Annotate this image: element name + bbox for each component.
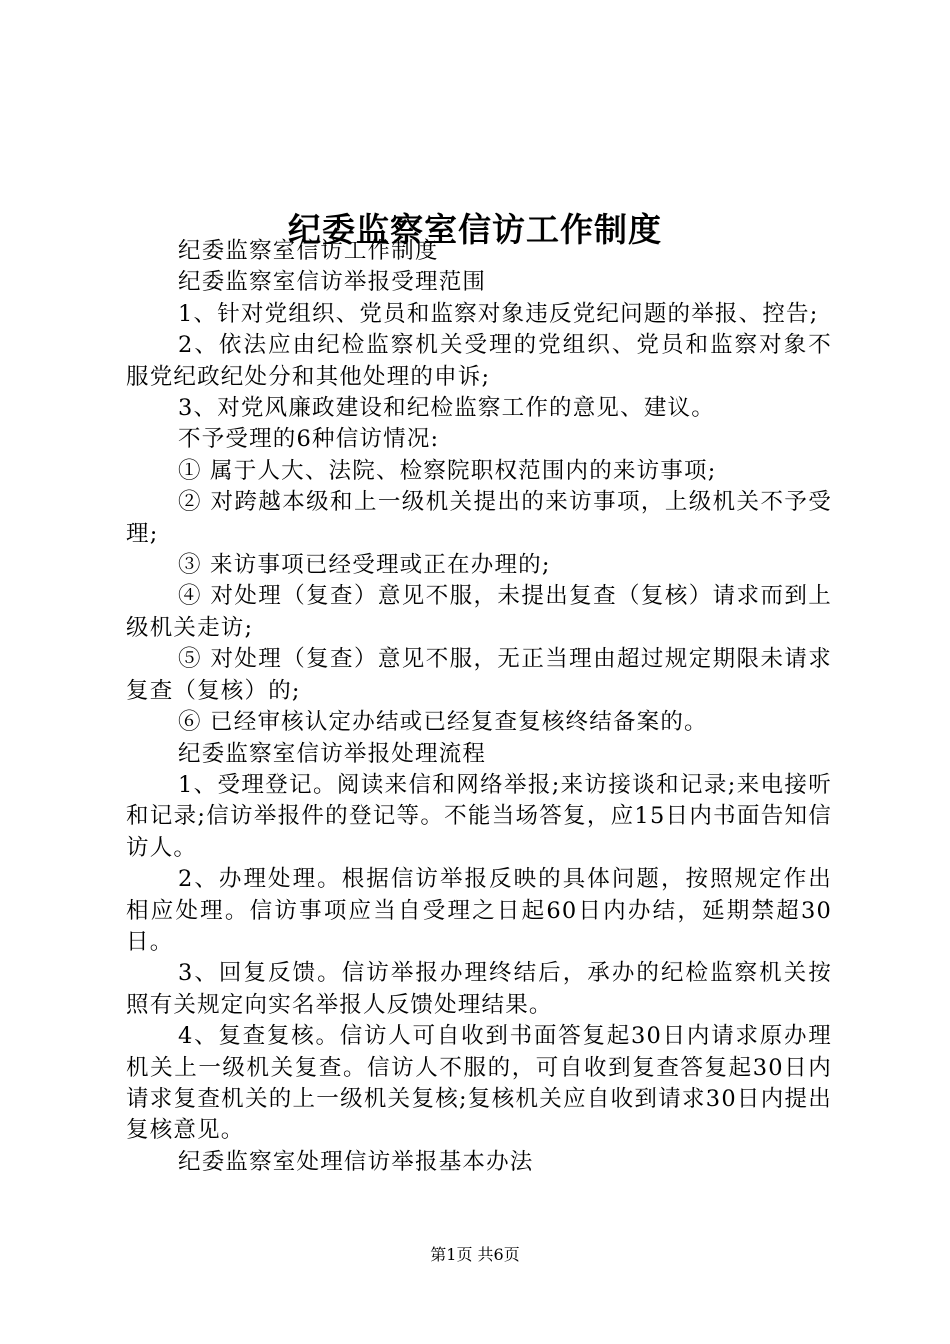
paragraph: 4、复查复核。信访人可自收到书面答复起30日内请求原办理机关上一级机关复查。信访人不服的，可自收到复查答复起30日内请求复查机关的上一级机关复核;复核机关应自收到请求30日内提出复核意见。 (126, 1023, 832, 1144)
paragraph: 纪委监察室信访举报处理流程 (178, 740, 487, 767)
paragraph: 纪委监察室信访工作制度 (178, 238, 439, 264)
paragraph: 3、回复反馈。信访举报办理终结后，承办的纪检监察机关按照有关规定向实名举报人反馈处理结果。 (126, 960, 832, 1018)
paragraph: ③ 来访事项已经受理或正在办理的; (178, 552, 551, 579)
paragraph: 不予受理的6种信访情况: (178, 426, 440, 453)
paragraph: ④ 对处理（复查）意见不服，未提出复查（复核）请求而到上级机关走访; (126, 583, 832, 641)
paragraph: 2、依法应由纪检监察机关受理的党组织、党员和监察对象不服党纪政纪处分和其他处理的申诉; (126, 332, 832, 390)
paragraph: ① 属于人大、法院、检察院职权范围内的来访事项; (178, 457, 717, 484)
paragraph: ⑤ 对处理（复查）意见不服，无正当理由超过规定期限未请求复查（复核）的; (126, 646, 832, 704)
paragraph: 1、受理登记。阅读来信和网络举报;来访接谈和记录;来电接听和记录;信访举报件的登记等。不能当场答复，应15日内书面告知信访人。 (126, 771, 832, 861)
paragraph: ⑥ 已经审核认定办结或已经复查复核终结备案的。 (178, 709, 708, 736)
paragraph: 1、针对党组织、党员和监察对象违反党纪问题的举报、控告; (178, 300, 819, 327)
paragraph: 纪委监察室信访举报受理范围 (178, 269, 487, 296)
paragraph: 3、对党风廉政建设和纪检监察工作的意见、建议。 (178, 395, 715, 422)
paragraph: 纪委监察室处理信访举报基本办法 (178, 1148, 534, 1175)
document-title: 纪委监察室信访工作制度 (288, 210, 662, 250)
paragraph: ② 对跨越本级和上一级机关提出的来访事项，上级机关不予受理; (126, 489, 832, 547)
page-footer: 第1页 共6页 (430, 1245, 520, 1264)
paragraph: 2、办理处理。根据信访举报反映的具体问题，按照规定作出相应处理。信访事项应当自受理之日起60日内办结，延期禁超30日。 (126, 866, 832, 955)
document-body (126, 236, 832, 1178)
